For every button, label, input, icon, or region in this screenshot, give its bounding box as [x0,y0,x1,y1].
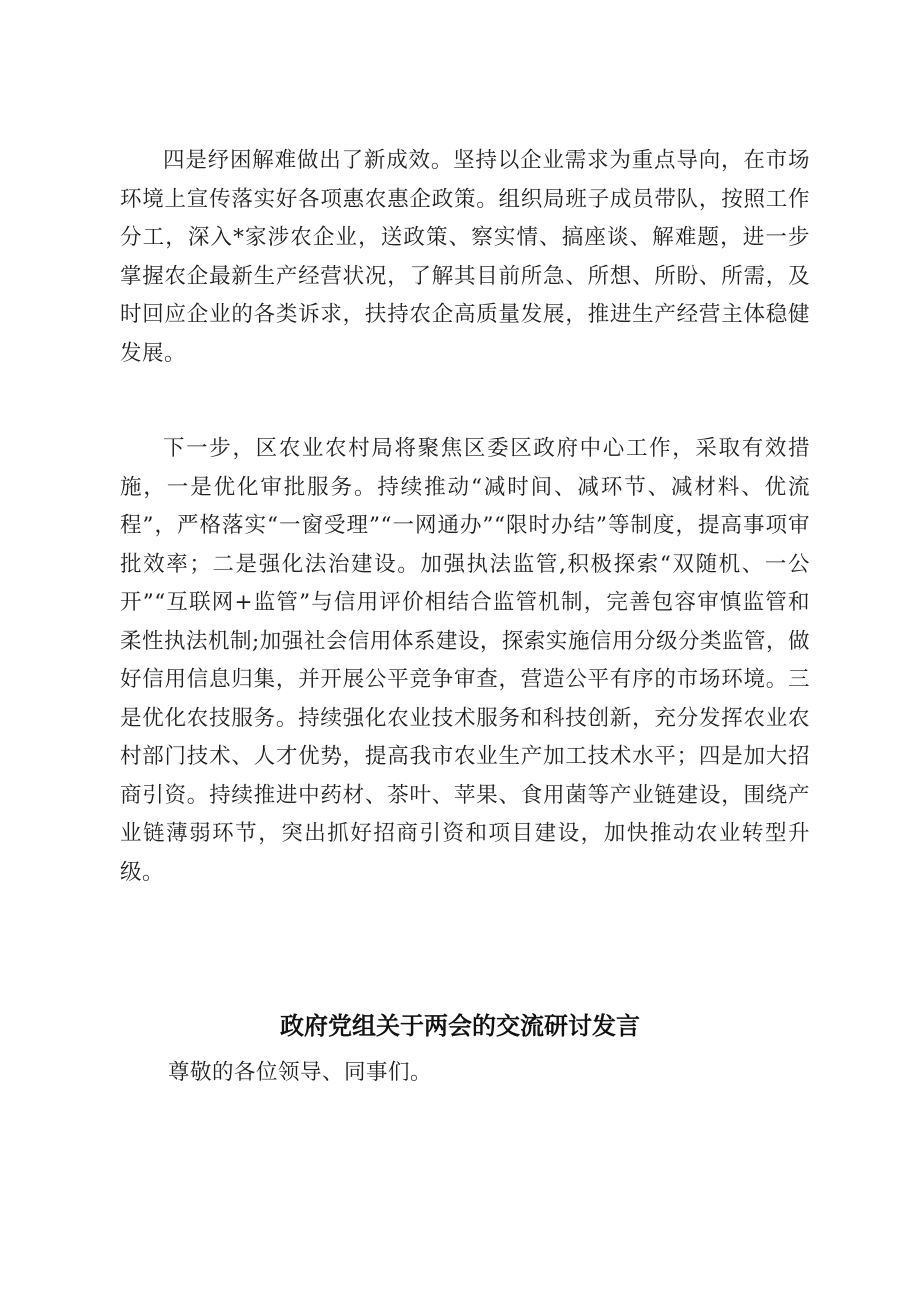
salutation: 尊敬的各位领导、同事们。 [168,1060,433,1085]
paragraph-next-steps: 下一步，区农业农村局将聚焦区委区政府中心工作，采取有效措施，一是优化审批服务。持续推动“减时间、减环节、减材料、优流程”，严格落实“一窗受理”“一网通办”“限时办结”等制度，提高事项审批效率；二是强化法治建设。加强执法监管,积极探索“双随机、一公开”“互联网+监管”与信用评价相结合监管机制，完善包容审慎监管和柔性执法机制;加强社会信用体系建设，探索实施信用分级分类监管，做好信用信息归集，并开展公平竞争审查，营造公平有序的市场环境。三是优化农技服务。持续强化农业技术服务和科技创新，充分发挥农业农村部门技术、人才优势，提高我市农业生产加工技术水平；四是加大招商引资。持续推进中药材、茶叶、苹果、食用菌等产业链建设，围绕产业链薄弱环节，突出抓好招商引资和项目建设，加快推动农业转型升级。 [120,436,810,885]
document-title: 政府党组关于两会的交流研讨发言 [280,1012,640,1040]
paragraph-fourth-achievement: 四是纾困解难做出了新成效。坚持以企业需求为重点导向，在市场环境上宣传落实好各项惠农惠企政策。组织局班子成员带队，按照工作分工，深入*家涉农企业，送政策、察实情、搞座谈、解难题，进一步掌握农企最新生产经营状况，了解其目前所急、所想、所盼、所需，及时回应企业的各类诉求，扶持农企高质量发展，推进生产经营主体稳健发展。 [120,148,810,366]
